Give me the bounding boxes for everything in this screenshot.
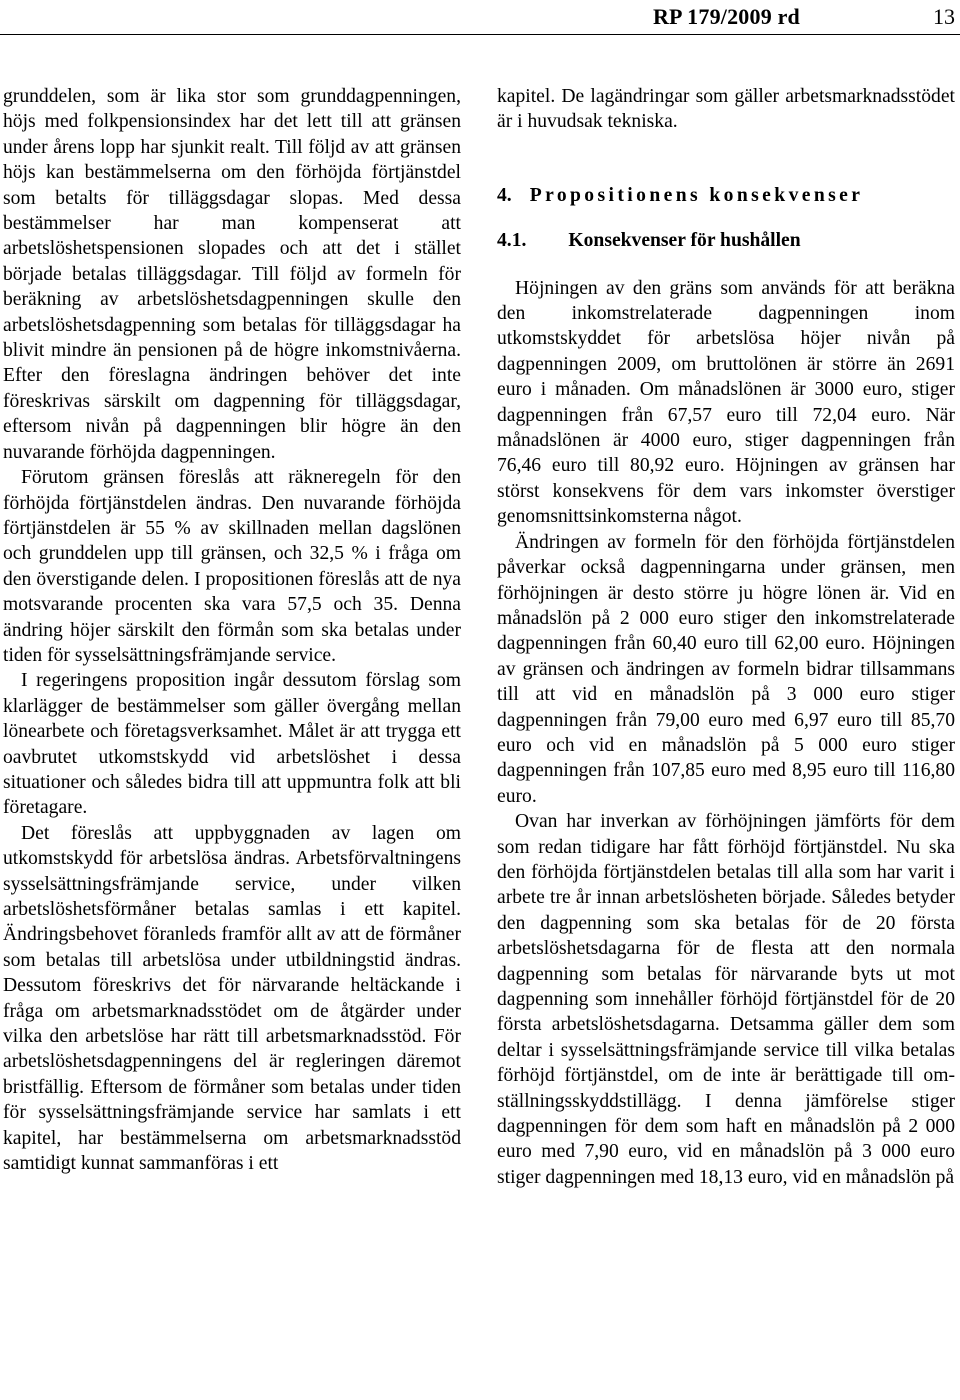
- subsection-title: Konsekvenser för hushållen: [568, 230, 801, 252]
- subsection-number: 4.1.: [497, 230, 527, 252]
- paragraph: Ovan har inverkan av förhöjningen jämförts för dem som redan tidigare har fått förhöjd förtjänstdel. Nu ska den förhöjda förtjänstdelen betalas till alla som har varit i arbete tre år innan arbetslösheten började. Således betyder den dagpenning som ska betalas för de 20 första arbetslöshetsdagarna för de flesta att den normala dagpenning som betalas för närvarande byts ut mot dagpenning som innehåller förhöjd förtjänstdel för de 20 första arbetslöshetsdagarna. Detsamma gäller dem som deltar i sysselsättningsfrämjande service till vilka betalas förhöjd förtjänstdel, om de inte är berättigade till omställningsskyddstillägg. I denna jämförelse stiger dagpenningen för dem som haft en månadslön på 2 000 euro med 7,90 euro, vid en månadslön på 3 000 euro stiger dagpenningen med 18,13 euro, vid en månadslön på: [497, 811, 955, 1188]
- left-column: [3, 84, 461, 1176]
- section-title: Propositionens konsekvenser: [529, 184, 864, 206]
- subsection-heading: [497, 228, 955, 253]
- right-column: [497, 84, 955, 1190]
- paragraph: Höjningen av den gräns som används för att beräkna den inkomstrelaterade dagpenningen inom utkomstskyddet för arbetslösa höjer nivån på dagpenningen 2009, om bruttolönen är större än 2691 euro i månaden. Om månadslönen är 3000 euro, stiger dagpenningen från 67,57 euro till 72,04 euro. När månadslönen är 4000 euro, stiger dagpenningen från 76,46 euro till 80,92 euro. Höjningen av gränsen har störst konsekvens för dem vars inkomster överstiger genomsnittsinkomsterna något.: [497, 277, 955, 528]
- document-id: RP 179/2009 rd: [652, 4, 800, 29]
- section-heading: [497, 183, 955, 208]
- paragraph: Förutom gränsen föreslås att räkneregeln för den förhöjda förtjänstdelen ändras. Den nuvarande förhöjda förtjänstdelen är 55 % av skillnaden mellan dagslönen och grunddelen upp till gränsen, och 32,5 % i fråga om den överstigande delen. I propositionen föreslås att de nya motsvarande procenten ska vara 57,5 och 35. Denna ändring höjer särskilt den förmån som ska betalas under tiden för sysselsättningsfrämjande service.: [3, 467, 461, 666]
- header-rule: [0, 34, 960, 35]
- paragraph: grunddelen, som är lika stor som grunddagpenningen, höjs med folkpensionsindex har det lett till att gränsen under årens lopp har sjunkit realt. Till följd av att gränsen höjs kan bestämmelserna om den förhöjda förtjänstdel som betalts för tilläggsdagar slopas. Med dessa bestämmelser har man kompenserat att arbetslöshetspensionen slopades och att det i stället började betalas tilläggsdagar. Till följd av formeln för beräkning av arbetslöshetsdagpenningen skulle den arbetslöshetsdagpenning som betalas för tilläggsdagar ha blivit mindre än pensionen på de högre inkomstnivåerna. Efter den föreslagna ändringen behöver det inte föreskrivas särskilt om dagpenning för tilläggsdagar, eftersom nivån på dagpenningen blir högre än den nuvarande förhöjda dagpenningen.: [3, 86, 461, 463]
- page-number: 13: [933, 4, 955, 29]
- paragraph: Det föreslås att uppbyggnaden av lagen om utkomstskydd för arbetslösa ändras. Arbetsförvaltningens sysselsättningsfrämjande service, under vilken arbetslöshetsförmåner betalas samlas i ett kapitel. Ändringsbehovet föranleds framför allt av att de förmåner som betalas till arbetslösa under utbildningstid ändras. Dessutom föreskrivs det för närvarande heltäckande i fråga om arbetsmarknadsstödet om de åtgärder under vilka den arbetslöse har rätt till arbetsmarknadsstöd. För arbetslöshetsdagpenningens del är regleringen däremot bristfällig. Eftersom de förmåner som betalas under tiden för sysselsättningsfrämjande service har samlats i ett kapitel, har bestämmelserna om arbetsmarknadsstöd samtidigt kunnat sammanföras i ett: [3, 822, 461, 1175]
- section-number: 4.: [497, 184, 512, 206]
- paragraph-continuation: kapitel. De lagändringar som gäller arbetsmarknadsstödet är i huvudsak tekniska.: [497, 86, 955, 133]
- paragraph: Ändringen av formeln för den förhöjda förtjänstdelen påverkar också dagpenningarna under gränsen, men förhöjningen är desto större ju högre lönen är. Vid en månadslön på 2 000 euro stiger den inkomstrelaterade dagpenningen från 60,40 euro till 62,00 euro. Höjningen av gränsen och ändringen av formeln bidrar tillsammans till att vid en månadslön på 3 000 euro stiger dagpenningen från 79,00 euro med 6,97 euro till 85,70 euro och vid en månadslön på 5 000 euro stiger dagpenningen från 107,85 euro med 8,95 euro till 116,80 euro.: [497, 531, 955, 807]
- paragraph: I regeringens proposition ingår dessutom förslag som klarlägger de bestämmelser som gäller övergång mellan lönearbete och företagsverksamhet. Målet är att trygga ett oavbrutet utkomstskydd vid arbetslöshet i dessa situationer och således bidra till att uppmuntra folk att bli företagare.: [3, 670, 461, 819]
- page-header: [0, 2, 960, 32]
